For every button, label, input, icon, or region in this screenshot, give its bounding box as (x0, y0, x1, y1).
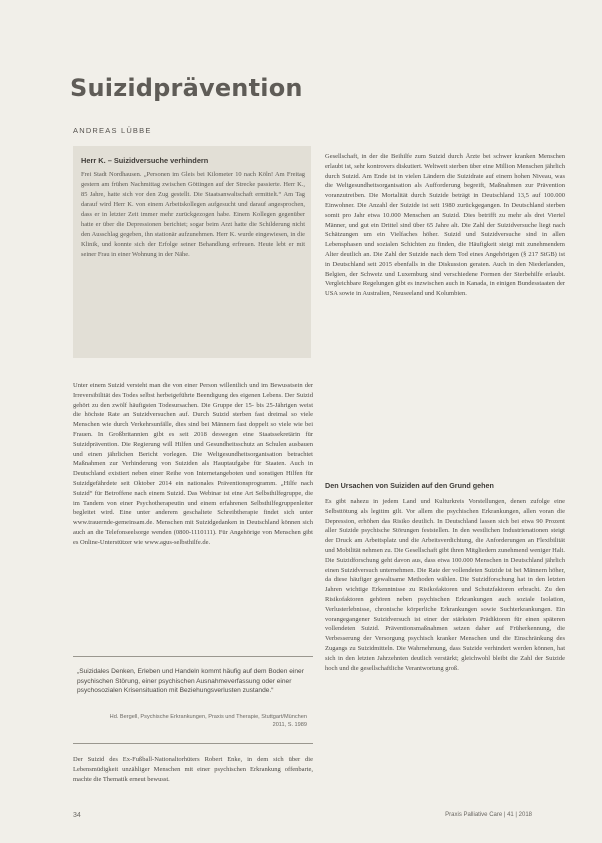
article-title: Suizidprävention (70, 74, 303, 102)
section-subheading: Den Ursachen von Suiziden auf den Grund gehen (325, 481, 494, 490)
case-box (73, 146, 311, 358)
page-number: 34 (73, 812, 81, 819)
article-author: ANDREAS LÜBBE (73, 126, 152, 135)
column-2-body-bottom: Es gibt nahezu in jedem Land und Kulturkreis Vorstellungen, denen zufolge eine Selbsttötung als legitim gilt. Vor allem die psychischen Erkrankungen, allen voran die Depression, erhöhen das Risiko deutlich. In Deutschland lassen sich bei etwa 90 Prozent aller Suizide psychische Störungen feststellen. In den westlichen Industrienationen steigt der Druck am Arbeitsplatz und die Arbeitsverdichtung, die Anforderungen an Flexibilität und Mobilität nehmen zu. Die Gesellschaft gibt ihren Mitgliedern zunehmend weniger Halt. Die Suizidforschung geht davon aus, dass etwa 100.000 Menschen in Deutschland jährlich einen Suizidversuch unternehmen. Die Rate der vollendeten Suizide ist bei Männern höher, da diese häufiger gewaltsame Methoden wählen. Die Suizidforschung hat in den letzten Jahren wichtige Erkenntnisse zu Risikofaktoren und Schutzfaktoren erbracht. Zu den Risikofaktoren gehören neben psychischen Erkrankungen auch soziale Isolation, Verlusterlebnisse, chronische körperliche Erkrankungen sowie Suchterkrankungen. Ein vorangegangener Suizidversuch ist einer der stärksten Prädiktoren für einen späteren vollendeten Suizid. Präventionsmaßnahmen setzen daher auf Früherkennung, die Verbesserung der Versorgung psychisch kranker Menschen und die Einschränkung des Zugangs zu Suizidmitteln. Die Wahrnehmung, dass Suizide verhindert werden können, hat sich in den letzten Jahrzehnten deutlich verstärkt; gleichwohl bleibt die Zahl der Suizide hoch und die gesellschaftliche Verantwortung groß. (325, 498, 565, 672)
pull-quote-text: „Suizidales Denken, Erleben und Handeln kommt häufig auf dem Boden einer psychischen Störung, einer psychischen Ausnahmeverfassung oder einer psychosozialen Krisensituation mit Beziehungsverlusten zustande.“ (77, 668, 304, 695)
case-box-title: Herr K. – Suizidversuche verhindern (81, 156, 209, 165)
journal-footer: Praxis Palliative Care | 41 | 2018 (445, 812, 532, 818)
column-2-body-top: Gesellschaft, in der die Beihilfe zum Suizid durch Ärzte bei schwer kranken Menschen erlaubt ist, sehr kontrovers diskutiert. Weltweit sterben über eine Million Menschen jährlich durch Suizid. Am Ende ist in vielen Ländern die Suizidrate auf einem hohen Niveau, was die Weltgesundheitsorganisation als Aufforderung begreift, Maßnahmen zur Prävention voranzutreiben. Die Mortalität durch Suizide beträgt in Deutschland 13,5 auf 100.000 Einwohner. Die Anzahl der Suizide ist seit 1980 zurückgegangen. In Deutschland sterben somit pro Jahr etwa 10.000 Menschen an Suizid. Dies betrifft zu mehr als drei Viertel Männer, und gut ein Drittel sind über 65 Jahre alt. Die Zahl der Suizidversuche liegt nach Schätzungen um ein Vielfaches höher. Suizid und Suizidversuche sind in allen Lebensphasen und sozialen Schichten zu finden, die Häufigkeit steigt mit zunehmendem Alter deutlich an. Die Zahl der Suizide nach dem Tod eines Angehörigen (§ 217 StGB) ist in Deutschland seit 2015 ebenfalls in die Diskussion geraten. Auch in den Niederlanden, Belgien, der Schweiz und Luxemburg sind verschiedene Formen der Sterbehilfe erlaubt. Vergleichbare Regelungen gibt es inzwischen auch in Kanada, in einigen Bundesstaaten der USA sowie in Australien, Neuseeland und Kolumbien. (325, 153, 565, 298)
case-box-text: Frei Stadt Nordhausen. „Personen im Gleis bei Kilometer 10 nach Köln! Am Freitag gestern am frühen Nachmittag zwischen Göttingen auf der Strecke passierte. Herr K., 85 Jahre, hatte sich vor den Zug gestellt. Die Staatsanwaltschaft ermittelt.“ Am Tag darauf wird Herr K. von einem Arbeitskollegen aufgesucht und darauf angesprochen, dass er in letzter Zeit immer mehr zurückgezogen habe. Einem Kollegen gegenüber hatte er über die Depressionen berichtet; sogar beim Arzt hatte die Schilderung nicht den Ausschlag gegeben, ihn stationär aufzunehmen. Herr K. wurde eingewiesen, in die Klinik, und konnte sich der Erfolge seiner Behandlung erfreuen. Heute lebt er mit seiner Frau in einer Wohnung in der Nähe. (81, 171, 305, 258)
column-1-body: Unter einem Suizid versteht man die von einer Person willentlich und im Bewusstsein der Irreversibilität des Todes selbst herbeigeführte Beendigung des eigenen Lebens. Der Suizid gehört zu den zwölf häufigsten Todesursachen. Die Gruppe der 15- bis 25-Jährigen weist die höchste Rate an Suizidversuchen auf. Durch Suizid sterben fast dreimal so viele Menschen wie durch Verkehrsunfälle, dies sind bei Männern fast doppelt so viele wie bei Frauen. In Großbritannien gibt es seit 2018 deswegen eine Staatssekretärin für Suizidprävention. Die Regierung will Hilfen und Gesundheitsschutz an Schulen ausbauen und einen jährlichen Bericht vorlegen. Die Weltgesundheitsorganisation betrachtet Maßnahmen zur Verhinderung von Suiziden als Hauptaufgabe für Staaten. Auch in Deutschland existiert neben einer Reihe von Internetangeboten und sonstigen Hilfen für Suizidgefährdete seit Oktober 2014 ein nationales Präventionsprogramm. „Hilfe nach Suizid“ für Betroffene nach einem Suizid. Das Webinar ist eine Art Selbsthilfegruppe, die im Tandem von einer Psychotherapeutin und einem erfahrenen Selbsthilfegruppenleiter begleitet wird. Eine unter anderem geschaltete Schreibtherapie findet sich unter www.trauernde-gemeinsam.de. Menschen mit Suizidgedanken in Deutschland können sich auch an die Telefonseelsorge wenden (0800-1110111). Für Angehörige von Menschen gibt es Online-Unterstützer wie www.agus-selbsthilfe.de. (73, 382, 313, 546)
pull-quote-source: Hd. Bergell, Psychische Erkrankungen, Praxis und Therapie, Stuttgart/München 2011, S. 1989 (109, 714, 307, 728)
pull-quote (73, 656, 313, 744)
column-1-body-bottom: Der Suizid des Ex-Fußball-Nationaltorhüters Robert Enke, in dem sich über die Lebensmüdigkeit unzähliger Menschen mit einer psychischen Erkrankung offenbarte, machte die Thematik erneut bewusst. (73, 756, 313, 783)
